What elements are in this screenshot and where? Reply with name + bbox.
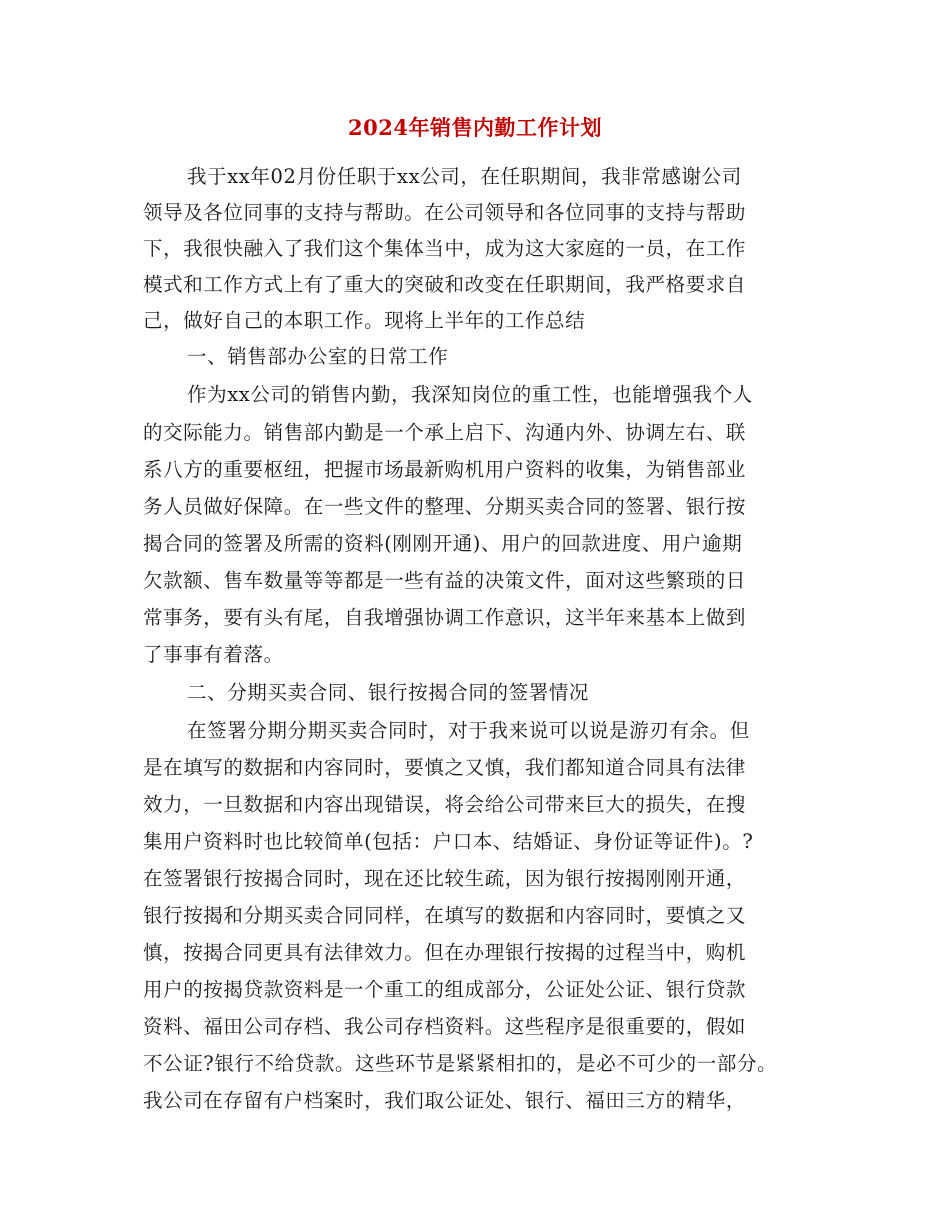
body-line: 了事事有着落。 [143,643,284,666]
body-line: 欠款额、售车数量等等都是一些有益的决策文件，面对这些繁琐的日 [143,569,747,592]
body-line: 我公司在存留有户档案时，我们取公证处、银行、福田三方的精华， [143,1089,747,1112]
body-line: 慎，按揭合同更具有法律效力。但在办理银行按揭的过程当中，购机 [143,941,747,964]
body-line: 务人员做好保障。在一些文件的整理、分期买卖合同的签署、银行按 [143,495,747,518]
body-line: 系八方的重要枢纽，把握市场最新购机用户资料的收集，为销售部业 [143,458,747,481]
body-line: 集用户资料时也比较简单(包括：户口本、结婚证、身份证等证件)。? [143,830,754,853]
body-line: 揭合同的签署及所需的资料(刚刚开通)、用户的回款进度、用户逾期 [143,532,743,555]
section-heading: 二、分期买卖合同、银行按揭合同的签署情况 [187,681,590,704]
section-heading: 一、销售部办公室的日常工作 [187,345,449,368]
body-line: 我于xx年02月份任职于xx公司，在任职期间，我非常感谢公司 [187,165,742,188]
body-line: 用户的按揭贷款资料是一个重工的组成部分，公证处公证、银行贷款 [143,978,747,1001]
body-line: 效力，一旦数据和内容出现错误，将会给公司带来巨大的损失，在搜 [143,793,747,816]
body-line: 在签署银行按揭合同时，现在还比较生疏，因为银行按揭刚刚开通， [143,867,747,890]
body-line: 资料、福田公司存档、我公司存档资料。这些程序是很重要的，假如 [143,1015,747,1038]
body-line: 在签署分期分期买卖合同时，对于我来说可以说是游刃有余。但 [187,719,750,742]
body-line: 模式和工作方式上有了重大的突破和改变在任职期间，我严格要求自 [143,273,747,296]
document-title: 2024年销售内勤工作计划 [348,115,602,140]
body-line: 不公证?银行不给贷款。这些环节是紧紧相扣的，是必不可少的一部分。 [143,1052,778,1075]
body-line: 作为xx公司的销售内勤，我深知岗位的重工性，也能增强我个人 [187,383,753,406]
body-line: 的交际能力。销售部内勤是一个承上启下、沟通内外、协调左右、联 [143,421,747,444]
body-line: 领导及各位同事的支持与帮助。在公司领导和各位同事的支持与帮助 [143,201,747,224]
body-line: 下，我很快融入了我们这个集体当中，成为这大家庭的一员，在工作 [143,237,747,260]
body-line: 常事务，要有头有尾，自我增强协调工作意识，这半年来基本上做到 [143,606,747,629]
body-line: 是在填写的数据和内容同时，要慎之又慎，我们都知道合同具有法律 [143,756,747,779]
body-line: 银行按揭和分期买卖合同同样，在填写的数据和内容同时，要慎之又 [143,904,747,927]
body-line: 己，做好自己的本职工作。现将上半年的工作总结 [143,309,586,332]
